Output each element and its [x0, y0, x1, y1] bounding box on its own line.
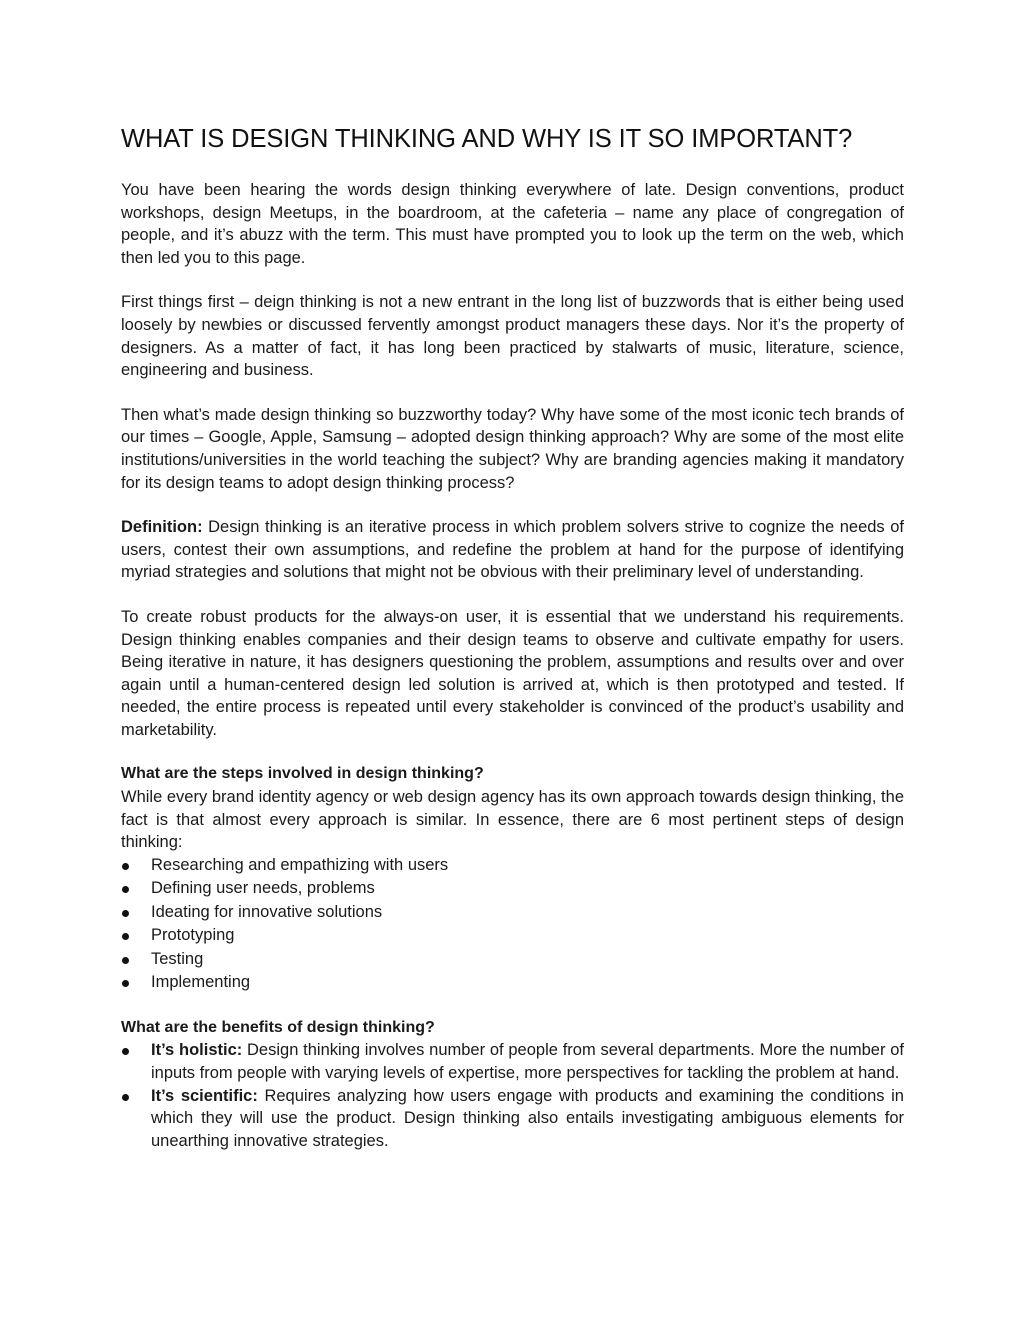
bullet-icon — [122, 910, 129, 917]
bullet-icon — [122, 863, 129, 870]
paragraph-robust-products: To create robust products for the always-on user, it is essential that we understand his requirements. Design thinking enables companies and their design teams to observe and cultivate empathy for users. Being iterative in nature, it has designers questioning the problem, assumptions and results over and over again until a human-centered design led solution is arrived at, which is then prototyped and tested. If needed, the entire process is repeated until every stakeholder is convinced of the product’s usability and marketability. — [121, 607, 904, 739]
step-text: Prototyping — [151, 926, 235, 945]
step-text: Implementing — [151, 973, 251, 992]
list-item — [121, 948, 904, 972]
benefit-text: Requires analyzing how users engage with products and examining the conditions in which they will use the product. Design thinking also entails investigating ambiguous elements for unearthing innovative strategies. — [151, 1086, 904, 1150]
steps-heading: What are the steps involved in design thinking? — [121, 765, 484, 783]
steps-section — [121, 763, 904, 994]
bullet-icon — [122, 1094, 129, 1101]
document-title: WHAT IS DESIGN THINKING AND WHY IS IT SO IMPORTANT? — [121, 125, 853, 153]
paragraph-first-things: First things first – deign thinking is not a new entrant in the long list of buzzwords that is either being used loosely by newbies or discussed fervently amongst product managers these days. Nor it’s the property of designers. As a matter of fact, it has long been practiced by stalwarts of music, literature, science, engineering and business. — [121, 293, 904, 380]
definition-text: Design thinking is an iterative process in which problem solvers strive to cognize the needs of users, contest their own assumptions, and redefine the problem at hand for the purpose of identifying myriad strategies and solutions that might not be obvious with their preliminary level of understanding. — [121, 518, 904, 582]
benefits-heading: What are the benefits of design thinking? — [121, 1018, 435, 1036]
bullet-icon — [122, 957, 129, 964]
benefit-label: It’s holistic: — [151, 1041, 243, 1060]
list-item — [121, 971, 904, 995]
list-item — [121, 854, 904, 878]
steps-list — [121, 854, 904, 995]
bullet-icon — [122, 1048, 129, 1055]
list-item — [121, 1039, 904, 1084]
step-text: Researching and empathizing with users — [151, 855, 449, 874]
paragraph-intro: You have been hearing the words design thinking everywhere of late. Design conventions, product workshops, design Meetups, in the boardroom, at the cafeteria – name any place of congregation of people, and it’s abuzz with the term. This must have prompted you to look up the term on the web, which then led you to this page. — [121, 181, 904, 267]
bullet-icon — [122, 886, 129, 893]
step-text: Ideating for innovative solutions — [151, 902, 383, 921]
step-text: Defining user needs, problems — [151, 879, 375, 898]
paragraph-buzzworthy: Then what’s made design thinking so buzzworthy today? Why have some of the most iconic tech brands of our times – Google, Apple, Samsung – adopted design thinking approach? Why are some of the most elite institutions/universities in the world teaching the subject? Why are branding agencies making it mandatory for its design teams to adopt design thinking process? — [121, 405, 904, 492]
list-item — [121, 924, 904, 948]
step-text: Testing — [151, 949, 204, 968]
list-item — [121, 877, 904, 901]
steps-intro: While every brand identity agency or web design agency has its own approach towards design thinking, the fact is that almost every approach is similar. In essence, there are 6 most pertinent steps of design thinking: — [121, 788, 904, 852]
benefits-section — [121, 1017, 904, 1153]
bullet-icon — [122, 980, 129, 987]
list-item — [121, 1085, 904, 1153]
paragraph-definition — [121, 516, 904, 584]
document-page — [121, 122, 904, 1174]
definition-label: Definition: — [121, 518, 203, 537]
list-item — [121, 901, 904, 925]
benefit-text: Design thinking involves number of people from several departments. More the number of inputs from people with varying levels of expertise, more perspectives for tackling the problem at hand. — [151, 1041, 904, 1083]
bullet-icon — [122, 933, 129, 940]
benefit-label: It’s scientific: — [151, 1086, 258, 1105]
benefits-list — [121, 1039, 904, 1152]
